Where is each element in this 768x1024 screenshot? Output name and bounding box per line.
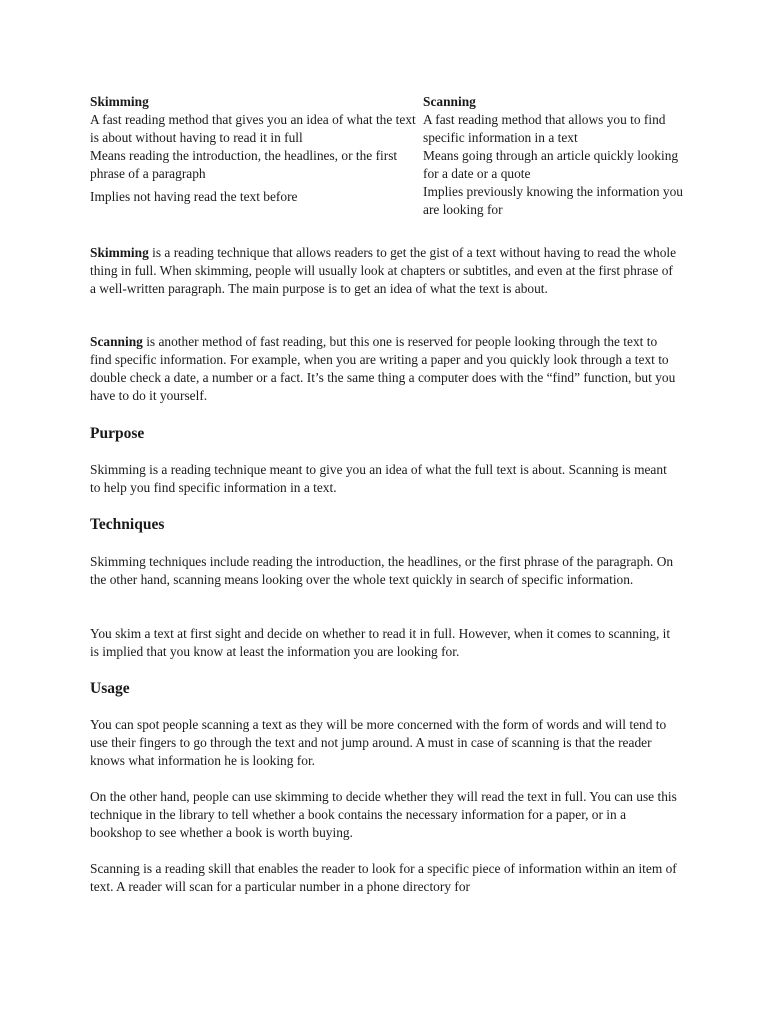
skimming-column (90, 93, 420, 206)
scanning-row-method: Means going through an article quickly looking for a date or a quote (423, 148, 679, 181)
usage-paragraph-2: On the other hand, people can use skimming to decide whether they will read the text in full. You can use this technique in the library to tell whether a book contains the necessary information for a paper, or in a bookshop to see whether a book is worth buying. (90, 789, 677, 840)
scanning-intro-text: is another method of fast reading, but this one is reserved for people looking through the text to find specific information. For example, when you are writing a paper and you quickly look through a text to double check a date, a number or a fact. It’s the same thing a computer does with the “find” function, but you have to do it yourself. (90, 334, 676, 403)
skimming-row-implication: Implies not having read the text before (90, 189, 298, 204)
techniques-heading: Techniques (90, 516, 165, 533)
techniques-paragraph-2: You skim a text at first sight and decide on whether to read it in full. However, when it comes to scanning, it is implied that you know at least the information you are looking for. (90, 626, 671, 659)
usage-paragraph-3: Scanning is a reading skill that enables the reader to look for a specific piece of information within an item of text. A reader will scan for a particular number in a phone directory for (90, 861, 677, 894)
skimming-intro-text: is a reading technique that allows readers to get the gist of a text without having to read the whole thing in full. When skimming, people will usually look at chapters or subtitles, and even at the first phrase of a well-written paragraph. The main purpose is to get an idea of what the text is about. (90, 245, 677, 296)
scanning-row-definition: A fast reading method that allows you to find specific information in a text (423, 112, 666, 145)
scanning-header: Scanning (423, 94, 476, 109)
skimming-header: Skimming (90, 94, 149, 109)
purpose-paragraph: Skimming is a reading technique meant to give you an idea of what the full text is about. Scanning is meant to help you find specific information in a text. (90, 462, 667, 495)
skimming-intro-paragraph (90, 244, 680, 298)
scanning-term: Scanning (90, 334, 143, 349)
skimming-row-definition: A fast reading method that gives you an idea of what the text is about without having to read it in full (90, 112, 416, 145)
usage-paragraph-1: You can spot people scanning a text as they will be more concerned with the form of words and will tend to use their fingers to go through the text and not jump around. A must in case of scanning is that the reader knows what information he is looking for. (90, 717, 667, 768)
usage-heading: Usage (90, 680, 130, 697)
purpose-heading: Purpose (90, 425, 145, 442)
skimming-term: Skimming (90, 245, 149, 260)
scanning-intro-paragraph (90, 333, 680, 405)
scanning-column (423, 93, 683, 219)
skimming-row-method: Means reading the introduction, the headlines, or the first phrase of a paragraph (90, 148, 398, 181)
scanning-row-implication: Implies previously knowing the information you are looking for (423, 184, 683, 217)
techniques-paragraph-1: Skimming techniques include reading the introduction, the headlines, or the first phrase of the paragraph. On the other hand, scanning means looking over the whole text quickly in search of specific information. (90, 554, 674, 587)
